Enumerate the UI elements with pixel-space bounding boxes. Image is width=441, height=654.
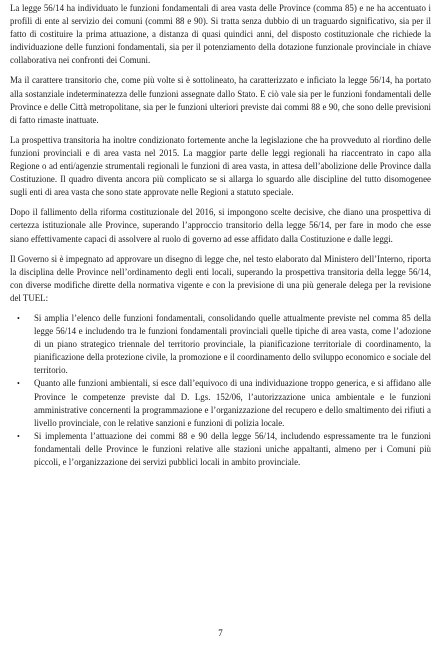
paragraph-2: Ma il carattere transitorio che, come più volte si è sottolineato, ha caratterizzato e inficiato la legge 56/14, ha portato alla sostanziale indeterminatezza delle funzioni assegnate dallo Stato. E ciò vale sia per le funzioni fondamentali delle Province e delle Città metropolitane, sia per le funzioni ulteriori previste dai commi 88 e 90, che sono delle previsioni di fatto rimaste inattuate.: [10, 75, 431, 125]
paragraph-3: La prospettiva transitoria ha inoltre condizionato fortemente anche la legislazione che ha provveduto al riordino delle funzioni provinciali e di area vasta nel 2015. La maggior parte delle leggi regionali ha riaccentrato in capo alla Regione o ad enti/agenzie strumentali regionali le funzioni di area vasta, in attesa dell’abolizione delle Province dalla Costituzione. Il quadro diventa ancora più complicato se si allarga lo sguardo alle discipline del tutto disomogenee sugli enti di area vasta che sono state approvate nelle Regioni a statuto speciale.: [10, 134, 431, 198]
bullet-icon: •: [17, 431, 20, 441]
bullet-icon: •: [17, 379, 20, 389]
bullet-text-2: Quanto alle funzioni ambientali, si esce dall’equivoco di una individuazione troppo generica, e si affidano alle Province le competenze previste dal D. Lgs. 152/06, l’autorizzazione unica ambientale e le funzioni amministrative concernenti la programmazione e l’organizzazione del recupero e dello smaltimento dei rifiuti a livello provinciale, con le relative sanzioni e funzioni di polizia locale.: [34, 378, 431, 428]
bullet-text-3: Si implementa l’attuazione dei commi 88 e 90 della legge 56/14, includendo espressamente tra le funzioni fondamentali delle Province le funzioni relative alle stazioni uniche appaltanti, almeno per i Comuni più piccoli, e l’organizzazione dei servizi pubblici locali in ambito provinciale.: [34, 430, 431, 467]
bullet-item-3: [17, 430, 431, 469]
bullet-list: [10, 312, 431, 469]
paragraph-5: Il Governo si è impegnato ad approvare un disegno di legge che, nel testo elaborato dal Ministero dell’Interno, riporta la disciplina delle Province nell’ordinamento degli enti locali, superando la prospettiva transitoria della legge 56/14, con diverse modifiche dirette della normativa vigente e con la previsione di una più generale delega per la revisione del TUEL:: [10, 253, 431, 303]
page-number: 7: [218, 628, 223, 638]
bullet-item-1: [17, 312, 431, 377]
bullet-item-2: [17, 377, 431, 429]
bullet-text-1: Si amplia l’elenco delle funzioni fondamentali, consolidando quelle attualmente previste nel comma 85 della legge 56/14 e includendo tra le funzioni fondamentali provinciali quelle tipiche di area vasta, come l’adozione di un piano strategico triennale del territorio provinciale, la pianificazione territoriale di coordinamento, la pianificazione della protezione civile, la promozione e il coordinamento dello sviluppo economico e sociale del territorio.: [34, 312, 431, 376]
bullet-icon: •: [17, 313, 20, 323]
paragraph-1: La legge 56/14 ha individuato le funzioni fondamentali di area vasta delle Province (comma 85) e ne ha accentuato i profili di ente al servizio dei comuni (commi 88 e 90). Si tratta senza dubbio di un traguardo significativo, sia per il fatto di costituire la prima attuazione, a distanza di quasi quindici anni, del disposto costituzionale che richiede la individuazione delle funzioni fondamentali, sia per il potenziamento della dotazione funzionale provinciale in chiave collaborativa nei confronti dei Comuni.: [10, 3, 431, 66]
paragraph-4: Dopo il fallimento della riforma costituzionale del 2016, si impongono scelte decisive, che diano una prospettiva di certezza istituzionale alle Province, superando l’approccio transitorio della legge 56/14, per fare in modo che esse siano effettivamente capaci di assolvere al ruolo di governo ad esse affidato dalla Costituzione e dalle leggi.: [10, 207, 431, 244]
